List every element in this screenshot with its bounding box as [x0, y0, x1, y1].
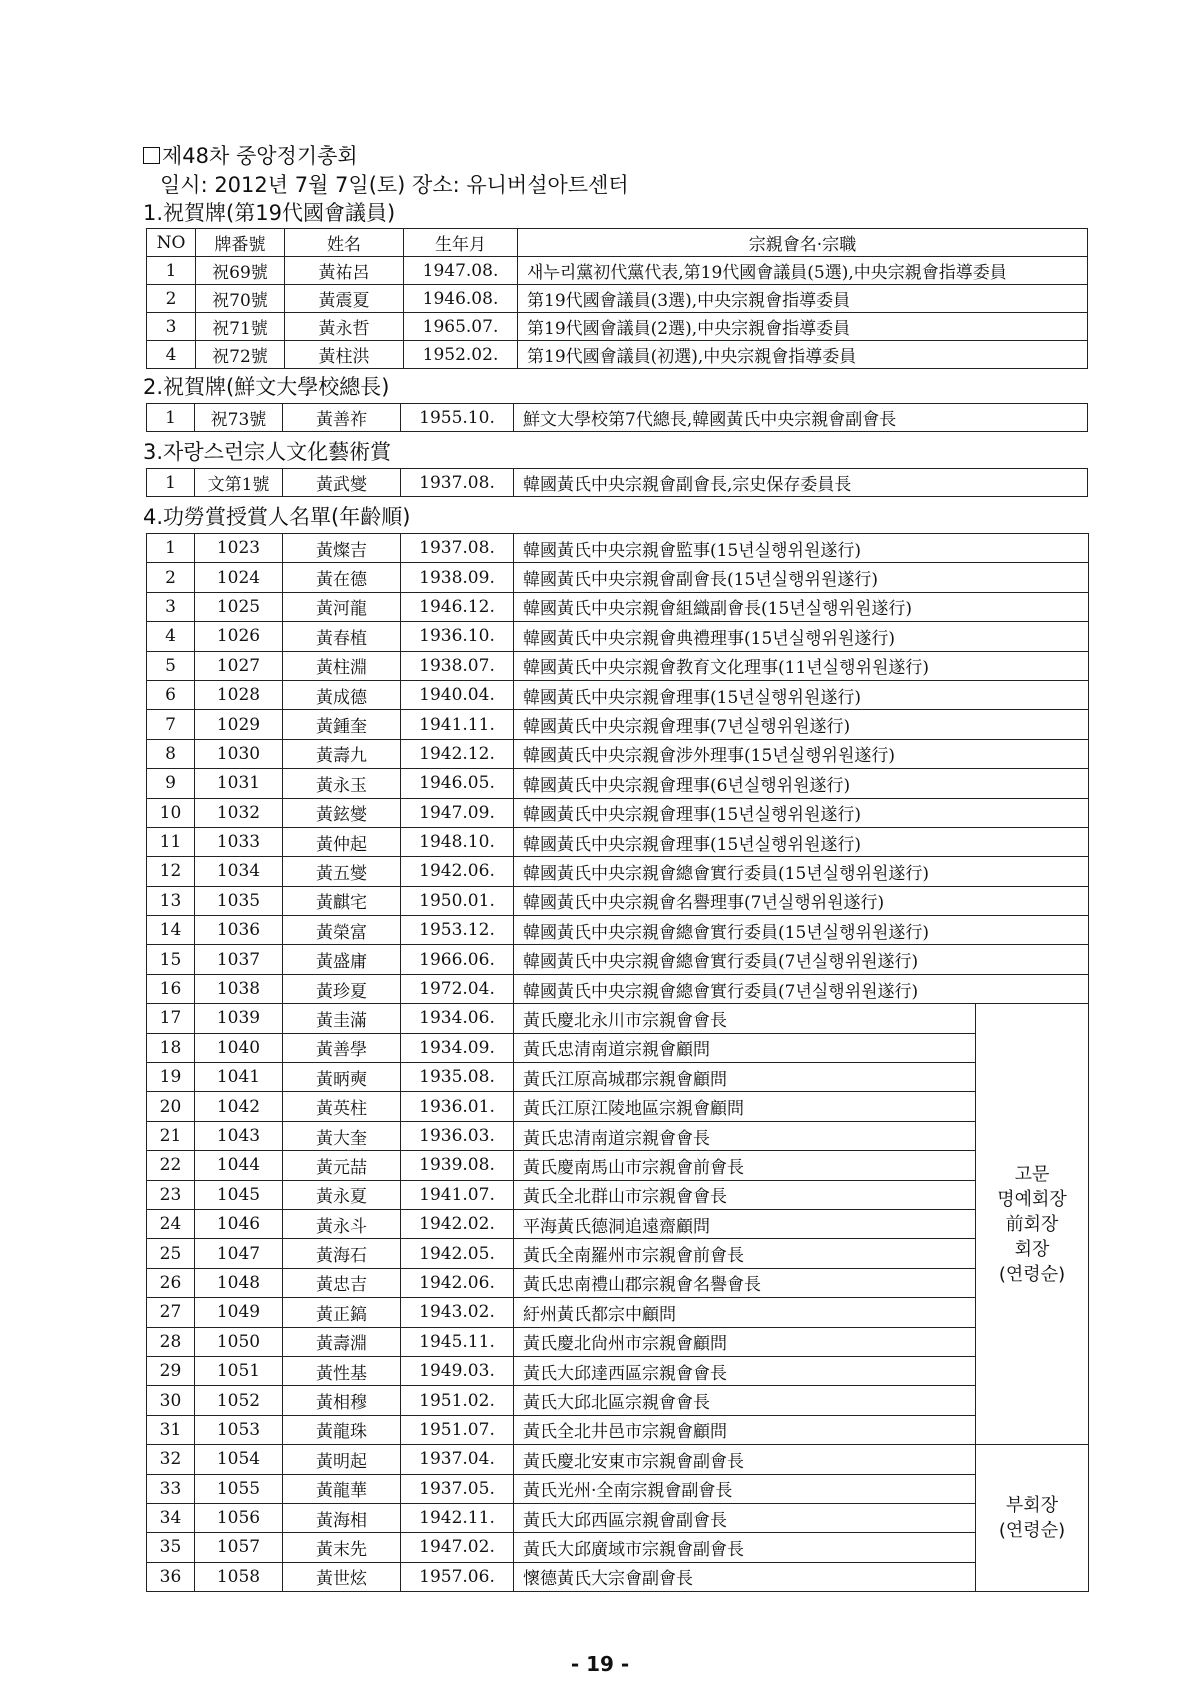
clan-position: 韓國黃氏中央宗親會理事(7년실행위원遂行) — [514, 710, 1089, 739]
plate-number: 1028 — [195, 680, 283, 709]
plate-number: 祝73號 — [195, 404, 283, 432]
birth-date: 1953.12. — [401, 916, 514, 945]
clan-position: 黃氏慶北永川市宗親會會長 — [514, 1004, 976, 1033]
clan-position: 鮮文大學校第7代總長,韓國黃氏中央宗親會副會長 — [514, 404, 1088, 432]
person-name: 黃河龍 — [283, 592, 401, 621]
table-row — [147, 257, 1088, 285]
birth-date: 1938.07. — [401, 651, 514, 680]
person-name: 黃英柱 — [283, 1092, 401, 1121]
birth-date: 1955.10. — [401, 404, 514, 432]
row-number: 1 — [147, 534, 195, 563]
person-name: 黃善祚 — [283, 404, 401, 432]
birth-date: 1939.08. — [401, 1151, 514, 1180]
clan-position: 韓國黃氏中央宗親會理事(6년실행위원遂行) — [514, 769, 1089, 798]
group-note — [976, 1445, 1089, 1592]
birth-date: 1951.02. — [401, 1386, 514, 1415]
table-row — [147, 1298, 1089, 1327]
table-row — [147, 1004, 1089, 1033]
birth-date: 1942.06. — [401, 1268, 514, 1297]
group-note-line: 회장 — [1014, 1238, 1050, 1260]
plate-number: 1042 — [195, 1092, 283, 1121]
table-row — [147, 769, 1089, 798]
person-name: 黃正鎬 — [283, 1298, 401, 1327]
birth-date: 1934.09. — [401, 1033, 514, 1062]
person-name: 黃壽九 — [283, 739, 401, 768]
group-note-line: 고문 — [1014, 1163, 1050, 1185]
table-row — [147, 1533, 1089, 1562]
table-row — [147, 563, 1089, 592]
table-row — [147, 1151, 1089, 1180]
person-name: 黃永玉 — [283, 769, 401, 798]
table-row — [147, 1033, 1089, 1062]
birth-date: 1957.06. — [401, 1562, 514, 1591]
person-name: 黃榮富 — [283, 916, 401, 945]
person-name: 黃末先 — [283, 1533, 401, 1562]
birth-date: 1945.11. — [401, 1327, 514, 1356]
birth-date: 1942.02. — [401, 1209, 514, 1238]
clan-position: 韓國黃氏中央宗親會總會實行委員(7년실행위원遂行) — [514, 945, 1089, 974]
clan-position: 새누리黨初代黨代表,第19代國會議員(5選),中央宗親會指導委員 — [518, 257, 1088, 285]
table-row — [147, 798, 1089, 827]
plate-number: 祝72號 — [196, 341, 285, 369]
plate-number: 1032 — [195, 798, 283, 827]
row-number: 33 — [147, 1474, 195, 1503]
clan-position: 懷德黃氏大宗會副會長 — [514, 1562, 976, 1591]
plate-number: 1052 — [195, 1386, 283, 1415]
row-number: 6 — [147, 680, 195, 709]
birth-date: 1966.06. — [401, 945, 514, 974]
person-name: 黃明起 — [283, 1445, 401, 1474]
person-name: 黃永夏 — [283, 1180, 401, 1209]
row-number: 17 — [147, 1004, 195, 1033]
section-heading: 1.祝賀牌(第19代國會議員) — [143, 201, 396, 225]
clan-position: 黃氏大邱北區宗親會會長 — [514, 1386, 976, 1415]
person-name: 黃武燮 — [283, 469, 401, 497]
plate-number: 1044 — [195, 1151, 283, 1180]
birth-date: 1941.11. — [401, 710, 514, 739]
row-number: 11 — [147, 827, 195, 856]
clan-position: 黃氏慶南馬山市宗親會前會長 — [514, 1151, 976, 1180]
plate-number: 1047 — [195, 1239, 283, 1268]
clan-position: 黃氏大邱廣域市宗親會副會長 — [514, 1533, 976, 1562]
birth-date: 1936.10. — [401, 622, 514, 651]
row-number: 12 — [147, 857, 195, 886]
plate-number: 1040 — [195, 1033, 283, 1062]
plate-number: 1031 — [195, 769, 283, 798]
clan-position: 黃氏忠清南道宗親會會長 — [514, 1121, 976, 1150]
row-number: 22 — [147, 1151, 195, 1180]
person-name: 黃五燮 — [283, 857, 401, 886]
group-note — [976, 1004, 1089, 1445]
table-row — [147, 1415, 1089, 1444]
section-heading: 3.자랑스런宗人文化藝術賞 — [143, 440, 392, 464]
plate-number: 1048 — [195, 1268, 283, 1297]
award-table — [146, 403, 1088, 432]
section-heading: 4.功勞賞授賞人名單(年齡順) — [143, 505, 411, 529]
person-name: 黃海石 — [283, 1239, 401, 1268]
birth-date: 1937.04. — [401, 1445, 514, 1474]
plate-number: 1054 — [195, 1445, 283, 1474]
table-row — [147, 1180, 1089, 1209]
birth-date: 1965.07. — [404, 313, 518, 341]
table-row — [147, 1356, 1089, 1385]
person-name: 黃盛庸 — [283, 945, 401, 974]
clan-position: 紆州黃氏都宗中顧問 — [514, 1298, 976, 1327]
row-number: 4 — [147, 341, 196, 369]
plate-number: 1029 — [195, 710, 283, 739]
clan-position: 韓國黃氏中央宗親會涉外理事(15년실행위원遂行) — [514, 739, 1089, 768]
person-name: 黃昞奭 — [283, 1063, 401, 1092]
row-number: 2 — [147, 563, 195, 592]
birth-date: 1946.12. — [401, 592, 514, 621]
plate-number: 1037 — [195, 945, 283, 974]
table-row — [147, 285, 1088, 313]
row-number: 27 — [147, 1298, 195, 1327]
clan-position: 韓國黃氏中央宗親會總會實行委員(15년실행위원遂行) — [514, 916, 1089, 945]
checkbox-square-icon — [143, 147, 160, 164]
clan-position: 黃氏光州·全南宗親會副會長 — [514, 1474, 976, 1503]
table-row — [147, 313, 1088, 341]
column-header: NO — [147, 229, 196, 257]
birth-date: 1942.11. — [401, 1503, 514, 1532]
row-number: 16 — [147, 974, 195, 1003]
plate-number: 1026 — [195, 622, 283, 651]
table-row — [147, 1063, 1089, 1092]
group-note-line: 前회장 — [1005, 1213, 1059, 1235]
clan-position: 黃氏慶北安東市宗親會副會長 — [514, 1445, 976, 1474]
person-name: 黃相穆 — [283, 1386, 401, 1415]
clan-position: 韓國黃氏中央宗親會副會長(15년실행위원遂行) — [514, 563, 1089, 592]
person-name: 黃震夏 — [285, 285, 404, 313]
birth-date: 1941.07. — [401, 1180, 514, 1209]
table-row — [147, 1562, 1089, 1591]
clan-position: 黃氏忠南禮山郡宗親會名譽會長 — [514, 1268, 976, 1297]
table-row — [147, 1327, 1089, 1356]
clan-position: 韓國黃氏中央宗親會監事(15년실행위원遂行) — [514, 534, 1089, 563]
person-name: 黃在德 — [283, 563, 401, 592]
plate-number: 1056 — [195, 1503, 283, 1532]
table-row — [147, 680, 1089, 709]
plate-number: 1034 — [195, 857, 283, 886]
row-number: 30 — [147, 1386, 195, 1415]
clan-position: 韓國黃氏中央宗親會理事(15년실행위원遂行) — [514, 798, 1089, 827]
table-row — [147, 1474, 1089, 1503]
clan-position: 第19代國會議員(3選),中央宗親會指導委員 — [518, 285, 1088, 313]
row-number: 1 — [147, 404, 195, 432]
column-header: 牌番號 — [196, 229, 285, 257]
person-name: 黃龍珠 — [283, 1415, 401, 1444]
row-number: 24 — [147, 1209, 195, 1238]
table-row — [147, 622, 1089, 651]
plate-number: 1051 — [195, 1356, 283, 1385]
table-row — [147, 710, 1089, 739]
plate-number: 1027 — [195, 651, 283, 680]
row-number: 21 — [147, 1121, 195, 1150]
column-header: 姓名 — [285, 229, 404, 257]
row-number: 3 — [147, 313, 196, 341]
table-row — [147, 404, 1088, 432]
clan-position: 韓國黃氏中央宗親會總會實行委員(15년실행위원遂行) — [514, 857, 1089, 886]
row-number: 18 — [147, 1033, 195, 1062]
birth-date: 1934.06. — [401, 1004, 514, 1033]
plate-number: 1049 — [195, 1298, 283, 1327]
row-number: 1 — [147, 257, 196, 285]
table-row — [147, 739, 1089, 768]
clan-position: 黃氏全北群山市宗親會會長 — [514, 1180, 976, 1209]
table-row — [147, 1445, 1089, 1474]
clan-position: 韓國黃氏中央宗親會組織副會長(15년실행위원遂行) — [514, 592, 1089, 621]
birth-date: 1942.06. — [401, 857, 514, 886]
clan-position: 黃氏江原江陵地區宗親會顧問 — [514, 1092, 976, 1121]
person-name: 黃永斗 — [283, 1209, 401, 1238]
row-number: 15 — [147, 945, 195, 974]
plate-number: 1046 — [195, 1209, 283, 1238]
row-number: 2 — [147, 285, 196, 313]
row-number: 14 — [147, 916, 195, 945]
person-name: 黃祐呂 — [285, 257, 404, 285]
person-name: 黃柱洪 — [285, 341, 404, 369]
birth-date: 1936.03. — [401, 1121, 514, 1150]
row-number: 4 — [147, 622, 195, 651]
birth-date: 1943.02. — [401, 1298, 514, 1327]
row-number: 26 — [147, 1268, 195, 1297]
clan-position: 黃氏忠清南道宗親會顧問 — [514, 1033, 976, 1062]
clan-position: 韓國黃氏中央宗親會教育文化理事(11년실행위원遂行) — [514, 651, 1089, 680]
row-number: 36 — [147, 1562, 195, 1591]
table-row — [147, 1209, 1089, 1238]
clan-position: 韓國黃氏中央宗親會總會實行委員(7년실행위원遂行) — [514, 974, 1089, 1003]
person-name: 黃壽淵 — [283, 1327, 401, 1356]
table-row — [147, 945, 1089, 974]
clan-position: 韓國黃氏中央宗親會副會長,宗史保存委員長 — [514, 469, 1088, 497]
clan-position: 黃氏大邱達西區宗親會會長 — [514, 1356, 976, 1385]
person-name: 黃世炫 — [283, 1562, 401, 1591]
plate-number: 1055 — [195, 1474, 283, 1503]
meeting-info: 일시: 2012년 7월 7일(토) 장소: 유니버설아트센터 — [160, 173, 629, 197]
plate-number: 祝70號 — [196, 285, 285, 313]
person-name: 黃海相 — [283, 1503, 401, 1532]
person-name: 黃燦吉 — [283, 534, 401, 563]
person-name: 黃成德 — [283, 680, 401, 709]
clan-position: 黃氏全南羅州市宗親會前會長 — [514, 1239, 976, 1268]
table-row — [147, 1386, 1089, 1415]
row-number: 19 — [147, 1063, 195, 1092]
table-row — [147, 916, 1089, 945]
birth-date: 1972.04. — [401, 974, 514, 1003]
meeting-title: 제48차 중앙정기총회 — [143, 142, 358, 170]
award-table — [146, 468, 1088, 497]
plate-number: 1036 — [195, 916, 283, 945]
row-number: 29 — [147, 1356, 195, 1385]
clan-position: 韓國黃氏中央宗親會名譽理事(7년실행위원遂行) — [514, 886, 1089, 915]
clan-position: 第19代國會議員(2選),中央宗親會指導委員 — [518, 313, 1088, 341]
row-number: 5 — [147, 651, 195, 680]
person-name: 黃麒宅 — [283, 886, 401, 915]
person-name: 黃龍華 — [283, 1474, 401, 1503]
clan-position: 黃氏大邱西區宗親會副會長 — [514, 1503, 976, 1532]
table-row — [147, 827, 1089, 856]
person-name: 黃善學 — [283, 1033, 401, 1062]
plate-number: 文第1號 — [195, 469, 283, 497]
row-number: 3 — [147, 592, 195, 621]
row-number: 25 — [147, 1239, 195, 1268]
page-number: - 19 - — [570, 1652, 630, 1676]
award-table — [146, 228, 1088, 369]
table-row — [147, 341, 1088, 369]
clan-position: 韓國黃氏中央宗親會典禮理事(15년실행위원遂行) — [514, 622, 1089, 651]
plate-number: 1057 — [195, 1533, 283, 1562]
group-note-line: (연령순) — [998, 1263, 1066, 1285]
row-number: 23 — [147, 1180, 195, 1209]
table-row — [147, 886, 1089, 915]
table-row — [147, 534, 1089, 563]
table-row — [147, 1239, 1089, 1268]
birth-date: 1937.08. — [401, 534, 514, 563]
person-name: 黃圭滿 — [283, 1004, 401, 1033]
birth-date: 1946.08. — [404, 285, 518, 313]
row-number: 13 — [147, 886, 195, 915]
row-number: 31 — [147, 1415, 195, 1444]
plate-number: 1038 — [195, 974, 283, 1003]
row-number: 32 — [147, 1445, 195, 1474]
person-name: 黃鉉燮 — [283, 798, 401, 827]
clan-position: 第19代國會議員(初選),中央宗親會指導委員 — [518, 341, 1088, 369]
plate-number: 1058 — [195, 1562, 283, 1591]
plate-number: 祝69號 — [196, 257, 285, 285]
group-note-line: 부회장 — [1005, 1495, 1059, 1517]
section-heading: 2.祝賀牌(鮮文大學校總長) — [143, 375, 390, 399]
column-header: 宗親會名·宗職 — [518, 229, 1088, 257]
row-number: 28 — [147, 1327, 195, 1356]
row-number: 20 — [147, 1092, 195, 1121]
person-name: 黃春植 — [283, 622, 401, 651]
row-number: 7 — [147, 710, 195, 739]
birth-date: 1951.07. — [401, 1415, 514, 1444]
birth-date: 1947.09. — [401, 798, 514, 827]
clan-position: 黃氏江原高城郡宗親會顧問 — [514, 1063, 976, 1092]
plate-number: 1043 — [195, 1121, 283, 1150]
table-row — [147, 857, 1089, 886]
birth-date: 1952.02. — [404, 341, 518, 369]
row-number: 35 — [147, 1533, 195, 1562]
row-number: 10 — [147, 798, 195, 827]
birth-date: 1948.10. — [401, 827, 514, 856]
plate-number: 祝71號 — [196, 313, 285, 341]
table-row — [147, 592, 1089, 621]
award-table — [146, 533, 1089, 1592]
table-row — [147, 1121, 1089, 1150]
plate-number: 1045 — [195, 1180, 283, 1209]
birth-date: 1935.08. — [401, 1063, 514, 1092]
table-row — [147, 1092, 1089, 1121]
table-row — [147, 1268, 1089, 1297]
row-number: 34 — [147, 1503, 195, 1532]
clan-position: 韓國黃氏中央宗親會理事(15년실행위원遂行) — [514, 827, 1089, 856]
birth-date: 1947.02. — [401, 1533, 514, 1562]
person-name: 黃鍾奎 — [283, 710, 401, 739]
clan-position: 平海黃氏德洞追遠齋顧問 — [514, 1209, 976, 1238]
plate-number: 1035 — [195, 886, 283, 915]
person-name: 黃大奎 — [283, 1121, 401, 1150]
plate-number: 1041 — [195, 1063, 283, 1092]
clan-position: 黃氏全北井邑市宗親會顧問 — [514, 1415, 976, 1444]
plate-number: 1030 — [195, 739, 283, 768]
clan-position: 黃氏慶北尙州市宗親會顧問 — [514, 1327, 976, 1356]
birth-date: 1947.08. — [404, 257, 518, 285]
birth-date: 1942.12. — [401, 739, 514, 768]
person-name: 黃性基 — [283, 1356, 401, 1385]
table-header-row — [147, 229, 1088, 257]
plate-number: 1024 — [195, 563, 283, 592]
group-note-line: (연령순) — [998, 1520, 1066, 1542]
person-name: 黃柱淵 — [283, 651, 401, 680]
table-row — [147, 1503, 1089, 1532]
row-number: 1 — [147, 469, 195, 497]
row-number: 9 — [147, 769, 195, 798]
birth-date: 1942.05. — [401, 1239, 514, 1268]
birth-date: 1940.04. — [401, 680, 514, 709]
person-name: 黃仲起 — [283, 827, 401, 856]
column-header: 生年月 — [404, 229, 518, 257]
person-name: 黃元喆 — [283, 1151, 401, 1180]
plate-number: 1053 — [195, 1415, 283, 1444]
plate-number: 1050 — [195, 1327, 283, 1356]
table-row — [147, 974, 1089, 1003]
person-name: 黃忠吉 — [283, 1268, 401, 1297]
birth-date: 1938.09. — [401, 563, 514, 592]
table-row — [147, 651, 1089, 680]
birth-date: 1950.01. — [401, 886, 514, 915]
row-number: 8 — [147, 739, 195, 768]
birth-date: 1949.03. — [401, 1356, 514, 1385]
table-row — [147, 469, 1088, 497]
person-name: 黃珍夏 — [283, 974, 401, 1003]
plate-number: 1033 — [195, 827, 283, 856]
birth-date: 1937.08. — [401, 469, 514, 497]
plate-number: 1025 — [195, 592, 283, 621]
clan-position: 韓國黃氏中央宗親會理事(15년실행위원遂行) — [514, 680, 1089, 709]
plate-number: 1039 — [195, 1004, 283, 1033]
birth-date: 1936.01. — [401, 1092, 514, 1121]
group-note-line: 명예회장 — [997, 1188, 1067, 1210]
birth-date: 1937.05. — [401, 1474, 514, 1503]
birth-date: 1946.05. — [401, 769, 514, 798]
person-name: 黃永哲 — [285, 313, 404, 341]
plate-number: 1023 — [195, 534, 283, 563]
